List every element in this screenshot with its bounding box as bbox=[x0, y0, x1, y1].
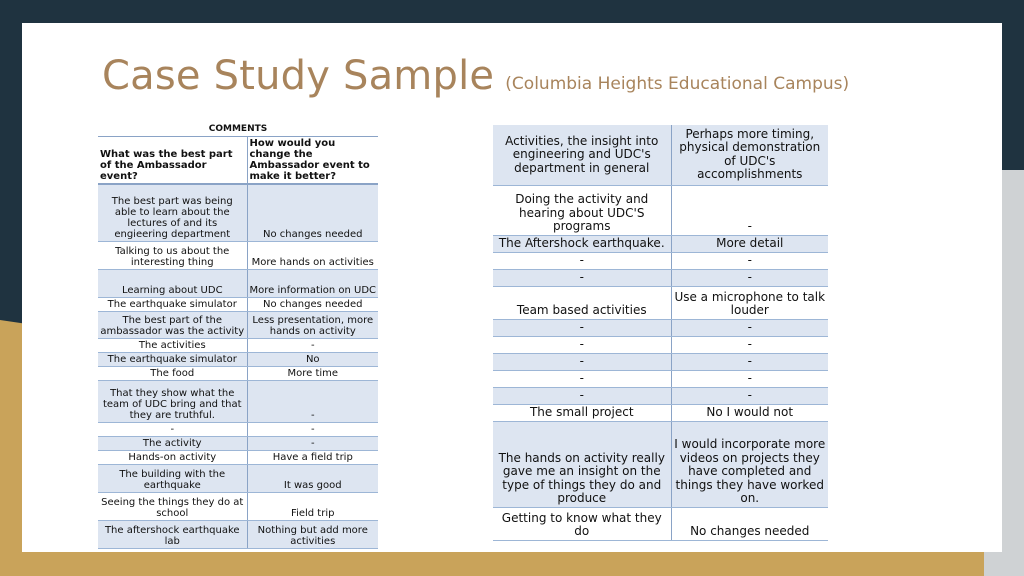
table-row bbox=[493, 387, 828, 404]
table-row bbox=[493, 252, 828, 269]
table-cell: - bbox=[671, 252, 828, 269]
table-cell: Use a microphone to talk louder bbox=[671, 286, 828, 319]
table-row bbox=[98, 520, 378, 548]
table-cell: The earthquake simulator bbox=[98, 352, 247, 366]
title-row bbox=[102, 53, 849, 99]
table-cell: - bbox=[247, 380, 378, 422]
table-cell: The building with the earthquake bbox=[98, 464, 247, 492]
table-row bbox=[493, 404, 828, 421]
table-cell: The aftershock earthquake lab bbox=[98, 520, 247, 548]
table-cell: Perhaps more timing, physical demonstration of UDC's accomplishments bbox=[671, 125, 828, 185]
table-row bbox=[98, 311, 378, 338]
table-cell: - bbox=[671, 269, 828, 286]
table-cell: - bbox=[671, 319, 828, 336]
table-row bbox=[98, 352, 378, 366]
comments-header-row bbox=[98, 121, 378, 137]
table-cell: - bbox=[493, 370, 671, 387]
table-cell: Doing the activity and hearing about UDC'S programs bbox=[493, 185, 671, 235]
table-cell: - bbox=[493, 319, 671, 336]
table-row bbox=[98, 380, 378, 422]
table-cell: Team based activities bbox=[493, 286, 671, 319]
table-cell: More hands on activities bbox=[247, 241, 378, 269]
table-cell: The best part of the ambassador was the activity bbox=[98, 311, 247, 338]
table-cell: The hands on activity really gave me an insight on the type of things they do and produce bbox=[493, 421, 671, 507]
table-row bbox=[493, 507, 828, 540]
table-row bbox=[493, 269, 828, 286]
left-comments-table bbox=[98, 121, 378, 549]
slide-title: Case Study Sample bbox=[102, 53, 495, 99]
table-cell: - bbox=[493, 336, 671, 353]
table-cell: The food bbox=[98, 366, 247, 380]
table-cell: - bbox=[247, 422, 378, 436]
table-cell: The activities bbox=[98, 338, 247, 352]
table-cell: Getting to know what they do bbox=[493, 507, 671, 540]
table-cell: The activity bbox=[98, 436, 247, 450]
table-cell: - bbox=[671, 336, 828, 353]
table-row bbox=[98, 297, 378, 311]
table-row bbox=[493, 185, 828, 235]
table-row bbox=[493, 235, 828, 252]
table-cell: More time bbox=[247, 366, 378, 380]
table-cell: The earthquake simulator bbox=[98, 297, 247, 311]
table-cell: Less presentation, more hands on activity bbox=[247, 311, 378, 338]
column-header-change: How would you change the Ambassador event to make it better? bbox=[247, 137, 378, 185]
table-cell: More information on UDC bbox=[247, 269, 378, 297]
table-row bbox=[98, 366, 378, 380]
table-row bbox=[98, 184, 378, 241]
table-cell: The best part was being able to learn about the lectures of and its engieering department bbox=[98, 184, 247, 241]
table-row bbox=[493, 319, 828, 336]
table-cell: No I would not bbox=[671, 404, 828, 421]
table-cell: No changes needed bbox=[247, 184, 378, 241]
table-cell: - bbox=[493, 353, 671, 370]
table-row bbox=[98, 338, 378, 352]
table-row bbox=[493, 370, 828, 387]
table-row bbox=[493, 336, 828, 353]
table-row bbox=[98, 269, 378, 297]
table-cell: Have a field trip bbox=[247, 450, 378, 464]
column-header-best-part: What was the best part of the Ambassador event? bbox=[98, 137, 247, 185]
table-row bbox=[98, 450, 378, 464]
table-cell: - bbox=[247, 436, 378, 450]
table-row bbox=[98, 492, 378, 520]
table-cell: Seeing the things they do at school bbox=[98, 492, 247, 520]
table-cell: - bbox=[493, 252, 671, 269]
table-header-row bbox=[98, 137, 378, 185]
table-cell: - bbox=[671, 370, 828, 387]
table-cell: More detail bbox=[671, 235, 828, 252]
table-row bbox=[98, 436, 378, 450]
table-cell: Talking to us about the interesting thing bbox=[98, 241, 247, 269]
table-cell: - bbox=[671, 353, 828, 370]
table-row bbox=[98, 422, 378, 436]
table-cell: That they show what the team of UDC bring and that they are truthful. bbox=[98, 380, 247, 422]
table-row bbox=[493, 125, 828, 185]
table-cell: Activities, the insight into engineering and UDC's department in general bbox=[493, 125, 671, 185]
table-cell: No changes needed bbox=[671, 507, 828, 540]
table-cell: Hands-on activity bbox=[98, 450, 247, 464]
slide-subtitle: (Columbia Heights Educational Campus) bbox=[505, 74, 850, 94]
table-cell: No bbox=[247, 352, 378, 366]
table-row bbox=[98, 464, 378, 492]
table-cell: I would incorporate more videos on projects they have completed and things they have worked on. bbox=[671, 421, 828, 507]
table-cell: - bbox=[493, 269, 671, 286]
table-cell: Nothing but add more activities bbox=[247, 520, 378, 548]
table-cell: The small project bbox=[493, 404, 671, 421]
table-cell: Field trip bbox=[247, 492, 378, 520]
table-cell: No changes needed bbox=[247, 297, 378, 311]
table-cell: Learning about UDC bbox=[98, 269, 247, 297]
table-cell: It was good bbox=[247, 464, 378, 492]
right-comments-table bbox=[493, 125, 828, 541]
table-cell: - bbox=[493, 387, 671, 404]
table-row bbox=[493, 286, 828, 319]
table-row bbox=[493, 353, 828, 370]
comments-label: COMMENTS bbox=[98, 121, 378, 137]
table-cell: - bbox=[671, 185, 828, 235]
table-row bbox=[493, 421, 828, 507]
table-cell: - bbox=[247, 338, 378, 352]
table-cell: - bbox=[671, 387, 828, 404]
table-cell: - bbox=[98, 422, 247, 436]
table-cell: The Aftershock earthquake. bbox=[493, 235, 671, 252]
table-row bbox=[98, 241, 378, 269]
slide bbox=[22, 23, 1002, 552]
